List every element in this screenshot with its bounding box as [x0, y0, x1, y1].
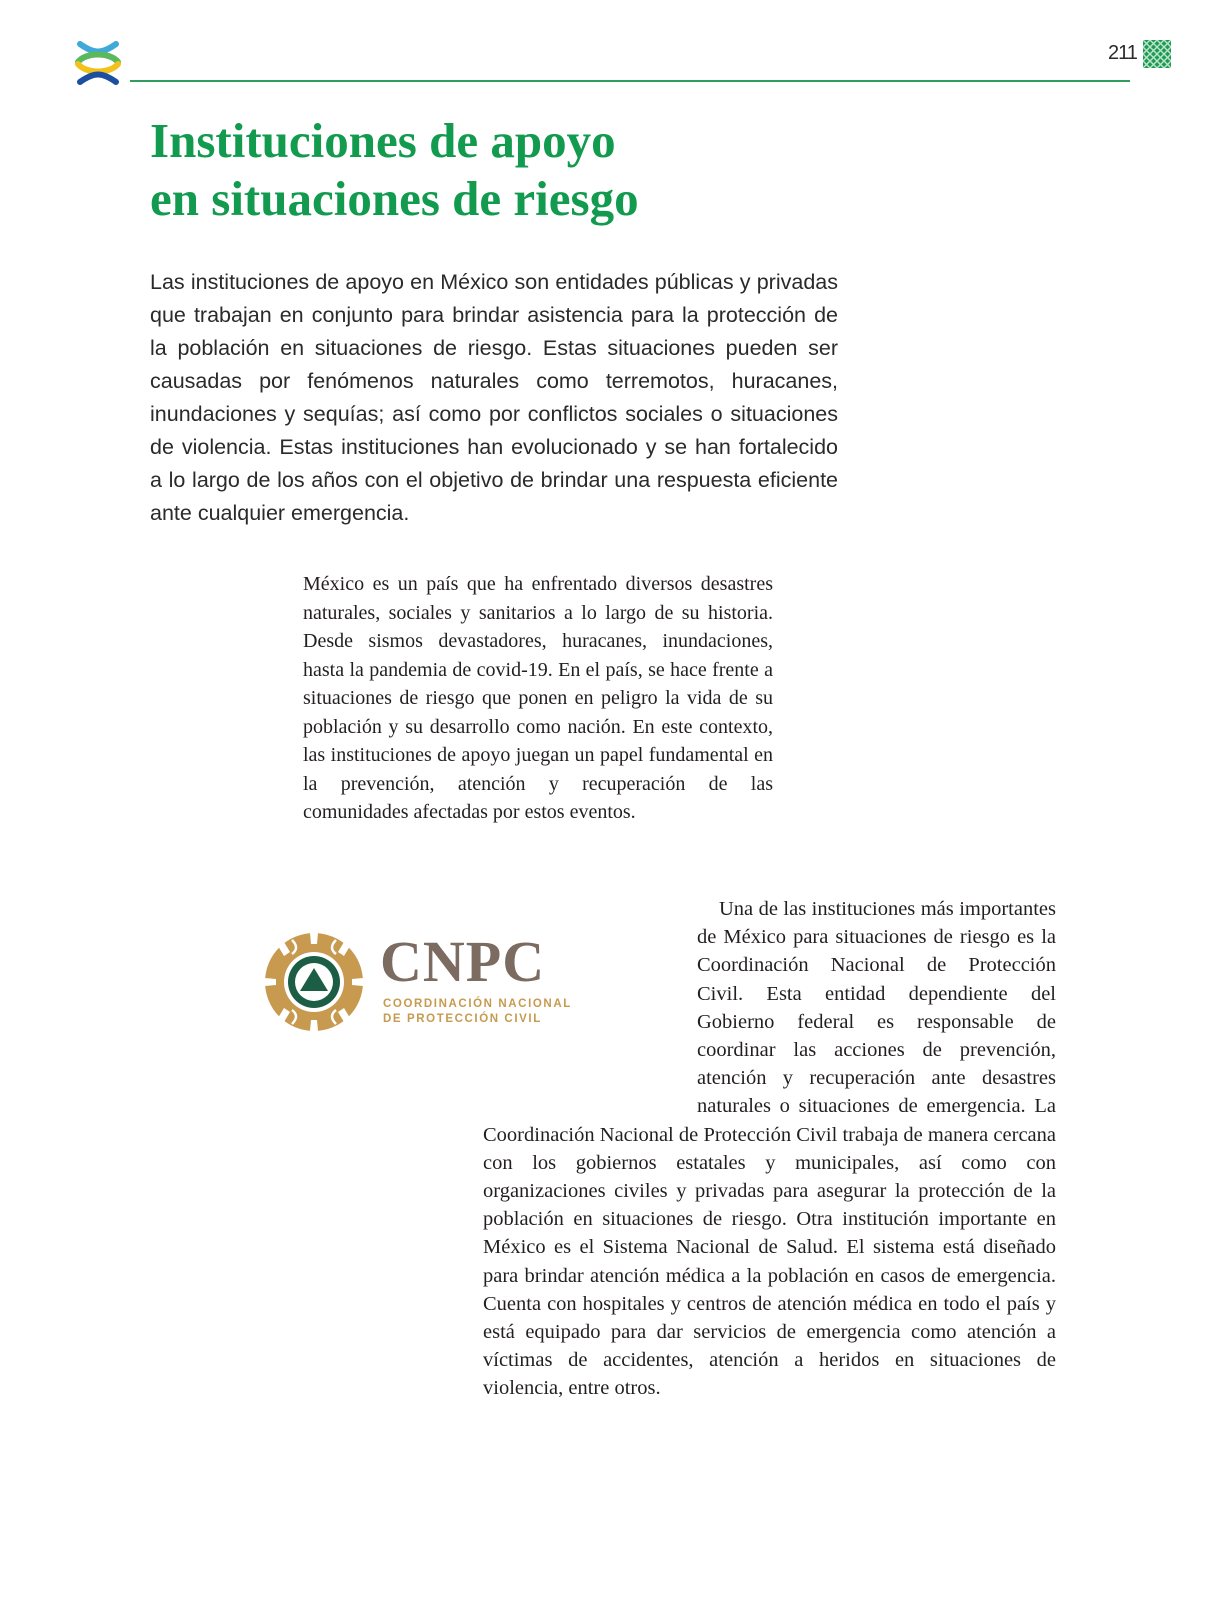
intro-paragraph: Las instituciones de apoyo en México son entidades públicas y privadas que trabajan en conjunto para brindar asistencia para la protección de la población en situaciones de riesgo. Estas situaciones pueden ser causadas por fenómenos naturales como terremotos, huracanes, inundaciones y sequías; así como por conflictos sociales o situaciones de violencia. Estas instituciones han evolucionado y se han fortalecido a lo largo de los años con el objetivo de brindar una respuesta eficiente ante cualquier emergencia.	[150, 270, 838, 525]
page-title-line-2: en situaciones de riesgo	[150, 171, 639, 226]
cnpc-name-line-1: COORDINACIÓN NACIONAL	[383, 998, 572, 1010]
history-paragraph: México es un país que ha enfrentado diversos desastres naturales, sociales y sanitarios a lo largo de su historia. Desde sismos devastadores, huracanes, inundaciones, hasta la pandemia de covid-19. En el país, se hace frente a situaciones de riesgo que ponen en peligro la vida de su población y su desarrollo como nación. En este contexto, las instituciones de apoyo juegan un papel fundamental en la prevención, atención y recuperación de las comunidades afectadas por estos eventos.	[303, 573, 773, 823]
page-corner-pattern-icon	[1143, 40, 1171, 68]
cnpc-acronym: CNPC	[380, 929, 546, 994]
page-title	[150, 112, 639, 228]
institutions-paragraph-text: Una de las instituciones más importantes de México para situaciones de riesgo es la Coordinación Nacional de Protección Civil. Esta entidad dependiente del Gobierno federal es responsable de coordinar las acciones de prevención, atención y recuperación ante desastres naturales o situaciones de emergencia. La Coordinación Nacional de Protección Civil trabaja de manera cercana con los gobiernos estatales y municipales, así como con organizaciones civiles y privadas para asegurar la protección de la población en situaciones de riesgo. Otra institución importante en México es el Sistema Nacional de Salud. El sistema está diseñado para brindar atención médica a la población en casos de emergencia. Cuenta con hospitales y centros de atención médica en todo el país y está equipado para dar servicios de emergencia como atención a víctimas de accidentes, atención a heridos en situaciones de violencia, entre otros.	[483, 898, 1056, 1400]
header-logo-icon	[74, 40, 122, 86]
cnpc-emblem-icon	[262, 930, 366, 1034]
logo-wrap-spacer	[483, 895, 697, 1093]
page-number: 211	[1108, 42, 1137, 64]
cnpc-name-line-2: DE PROTECCIÓN CIVIL	[383, 1013, 542, 1025]
institutions-paragraph	[483, 895, 1056, 1403]
page-title-line-1: Instituciones de apoyo	[150, 113, 616, 168]
header-divider	[130, 80, 1130, 82]
